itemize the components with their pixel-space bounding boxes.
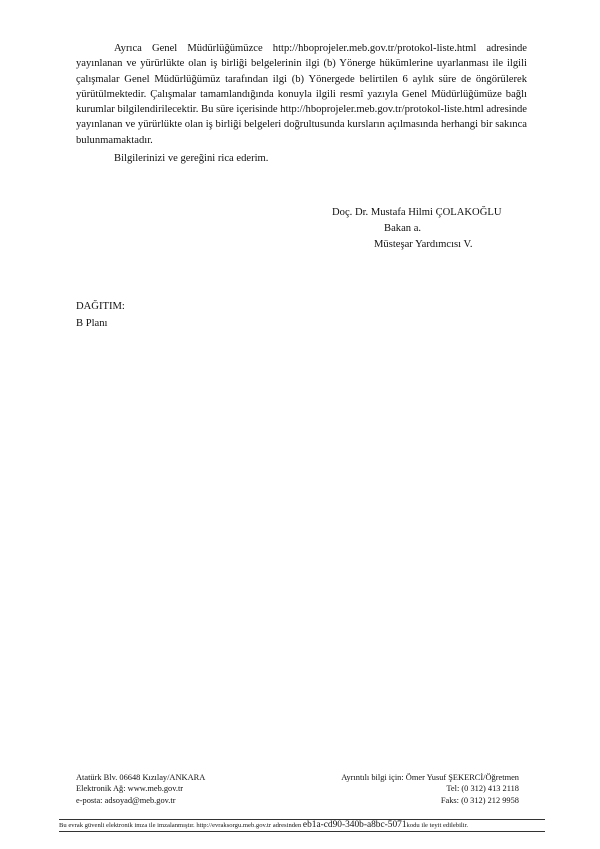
signatory-title: Bakan a.	[384, 223, 422, 234]
footer-contact-block	[341, 772, 519, 806]
signatory-name: Doç. Dr. Mustafa Hilmi ÇOLAKOĞLU	[332, 207, 502, 218]
e-signature-verification-bar	[59, 819, 545, 832]
footer-address-block	[76, 772, 205, 806]
body-paragraph: Ayrıca Genel Müdürlüğümüzce http://hboprojeler.meb.gov.tr/protokol-liste.html adresinde yayınlanan ve yürürlükte olan iş birliği belgelerinin ilgi (b) Yönerge hükümlerine uyarlanması ile ilgili çalışmalar Genel Müdürlüğümüz tarafından ilgi (b) Yönergede belirtilen 6 aylık süre de öngörülerek yürütülmektedir. Çalışmalar tamamlandığında konuyla ilgili resmî yazıyla Genel Müdürlüğümüze bağlı kurumlar bilgilendirilecektir. Bu süre içerisinde http://hboprojeler.meb.gov.tr/protokol-liste.html adresinde yayınlanan ve yürürlükte olan iş birliği belgeleri doğrultusunda kursların açılmasında herhangi bir sakınca bulunmamaktadır.	[76, 43, 527, 146]
verification-suffix: kodu ile teyit edilebilir.	[406, 822, 469, 829]
letter-body	[76, 41, 527, 166]
footer-address: Atatürk Blv. 06648 Kızılay/ANKARA	[76, 773, 206, 782]
distribution-block	[76, 298, 125, 332]
verification-prefix: Bu evrak güvenli elektronik imza ile imzalanmıştır. http://evraksorgu.meb.gov.tr adresinden	[59, 822, 303, 829]
closing-paragraph: Bilgilerinizi ve gereğini rica ederim.	[114, 153, 269, 165]
signatory-role: Müsteşar Yardımcısı V.	[374, 239, 473, 250]
footer-email: e-posta: adsoyad@meb.gov.tr	[76, 795, 176, 805]
distribution-item: B Planı	[76, 318, 108, 329]
footer-fax: Faks: (0 312) 212 9958	[440, 795, 519, 805]
footer-phone: Tel: (0 312) 413 2118	[446, 784, 519, 794]
distribution-heading: DAĞITIM:	[76, 301, 125, 312]
signature-block	[332, 205, 552, 253]
verification-code: eb1a-cd90-340b-a8bc-5071	[302, 820, 407, 830]
footer-website: Elektronik Ağ: www.meb.gov.tr	[76, 784, 184, 794]
footer-contact-person: Ayrıntılı bilgi için: Ömer Yusuf ŞEKERCİ/Öğretmen	[341, 773, 519, 782]
